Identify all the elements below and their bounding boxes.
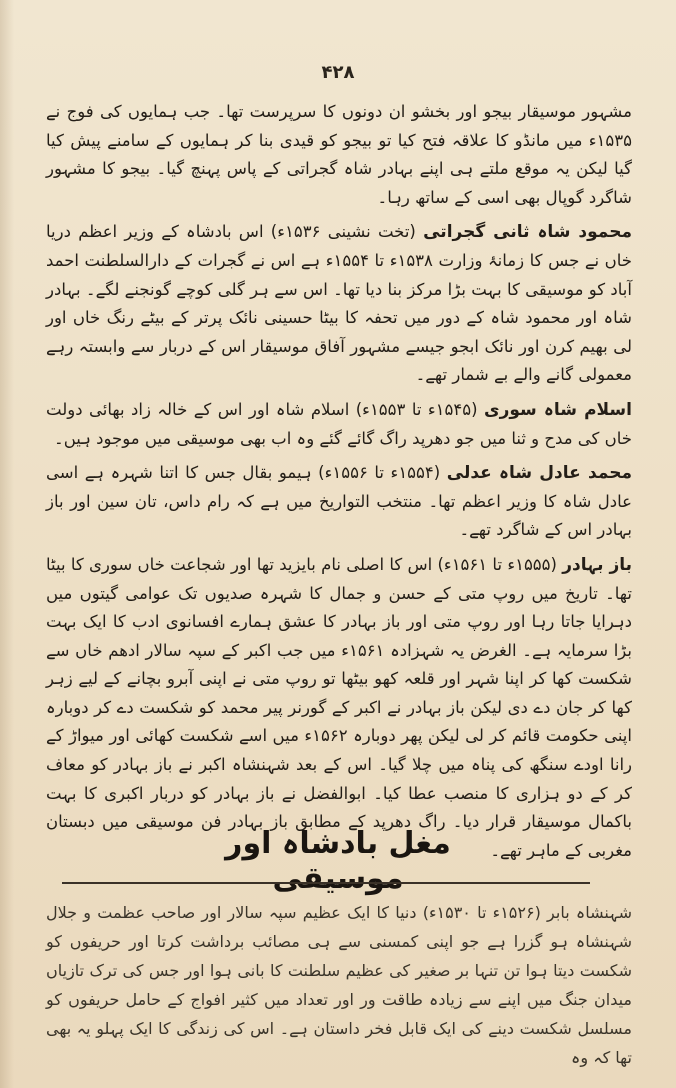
paragraph-lead: محمود شاہ ثانی گجراتی — [423, 222, 632, 243]
section-text — [46, 898, 632, 1078]
paragraph-lead: محمد عادل شاہ عدلی — [446, 463, 632, 484]
paragraph-intro — [46, 98, 632, 212]
paragraph-text: شہنشاہ بابر (۱۵۲۶ء تا ۱۵۳۰ء) دنیا کا ایک عظیم سپہ سالار اور صاحب عظمت و جلال شہنشاہ ہو گزرا ہے جو اپنی کمسنی سے ہی مصائب برداشت کرتا اور حریفوں کو شکست دیتا ہوا تن تنہا بر صغیر کی عظیم سلطنت کا بانی ہوا اور جس کی ترک تازیاں میدان جنگ میں اپنے سے زیادہ طاقت ور اور تعداد میں کثیر افواج کے حامل حریفوں کو مسلسل شکست دینے کی ایک قابل فخر داستان ہے۔ اس کی زندگی کا ایک پہلو یہ بھی تھا کہ وہ — [46, 903, 633, 1067]
paragraph-text: (تخت نشینی ۱۵۳۶ء) اس بادشاہ کے وزیر اعظم دریا خاں نے جس کا زمانۂ وزارت ۱۵۳۸ء تا ۱۵۵۴ء ہے اس نے گجرات کے دارالسلطنت احمد آباد کو موسیقی کا بہت بڑا مرکز بنا دیا تھا۔ اس سے ہر گلی کوچے گونجنے لگے۔ بہادر شاہ اور محمود شاہ کے دور میں تحفہ کا بیٹا حسینی نائک پرتر کے بیٹے رنگ خاں اور لی بھیم کرن اور نائک ابجو جیسے مشہور آفاق موسیقار اس کے دربار سے وابستہ رہے معمولی گانے والے بے شمار تھے۔ — [46, 222, 632, 385]
paragraph-baz-bahadur — [46, 551, 632, 866]
section-divider — [62, 882, 590, 884]
page-number: ۴۲۸ — [321, 62, 355, 83]
paragraph-lead: اسلام شاہ سوری — [484, 399, 632, 420]
paragraph-adil-shah — [46, 459, 632, 545]
paragraph-islam-shah — [46, 396, 632, 453]
paragraph-text: (۱۵۵۵ء تا ۱۵۶۱ء) اس کا اصلی نام بایزید تھا اور شجاعت خاں سوری کا بیٹا تھا۔ تاریخ میں روپ متی کے حسن و جمال کا شہرہ صدیوں تک عوامی گیتوں میں دہرایا جاتا رہا اور روپ متی اور باز بہادر کا عشق ہمارے افسانوی ادب کا ایک بہت بڑا سرمایہ ہے۔ الغرض یہ شہزادہ ۱۵۶۱ء میں جب اکبر کے سپہ سالار ادھم خاں سے شکست کھا کر اپنا شہر اور قلعہ کھو بیٹھا تو روپ متی نے اپنی آبرو بچانے کے لیے زہر کھا کر جان دے دی لیکن باز بہادر نے اکبر کے گورنر پیر محمد کو شکست دے کر دوبارہ اپنی حکومت قائم کر لی لیکن پھر دوبارہ ۱۵۶۲ء میں اسے شکست کھائی اور میواڑ کے رانا اودے سنگھ کی پناہ میں چلا گیا۔ اس کے بعد شہنشاہ اکبر نے باز بہادر کو معاف کر کے دو ہزاری کا منصب عطا کیا۔ ابوالفضل نے باز بہادر کو دربار اکبری کا بہت باکمال موسیقار قرار دیا۔ راگ دھرپد کے مطابق باز بہادر فن موسیقی میں دبستان مغربی کے ماہر تھے۔ — [46, 554, 632, 860]
paragraph-babur — [46, 898, 632, 1072]
paragraph-lead: باز بہادر — [562, 554, 632, 575]
paragraph-text: (۱۵۵۴ء تا ۱۵۵۶ء) ہیمو بقال جس کا اتنا شہرہ ہے اسی عادل شاہ کا وزیر اعظم تھا۔ منتخب التواریخ میں ہے کہ رام داس، تان سین اور باز بہادر اس کے شاگرد تھے۔ — [46, 463, 632, 540]
paragraph-text: (۱۵۴۵ء تا ۱۵۵۳ء) اسلام شاہ اور اس کے خالہ زاد بھائی دولت خاں کی مدح و ثنا میں جو دھرپد راگ گائے گئے وہ اب بھی موسیقی میں موجود ہیں۔ — [46, 399, 632, 448]
section-heading: مغل بادشاہ اور موسیقی — [225, 826, 451, 896]
page-edge-shadow — [0, 0, 14, 1088]
main-text — [46, 98, 632, 871]
paragraph-text: مشہور موسیقار بیجو اور بخشو ان دونوں کا سرپرست تھا۔ جب ہمایوں کی فوج نے ۱۵۳۵ء میں مانڈو کا علاقہ فتح کیا تو بیجو کو قیدی بنا کر ہمایوں کے سامنے پیش کیا گیا لیکن یہ موقع ملتے ہی اپنے بہادر شاہ گجراتی کے پاس پہنچ گیا۔ بیجو کا مشہور شاگرد گوپال بھی اسی کے ساتھ رہا۔ — [46, 102, 632, 207]
paragraph-mahmud-shah — [46, 218, 632, 390]
